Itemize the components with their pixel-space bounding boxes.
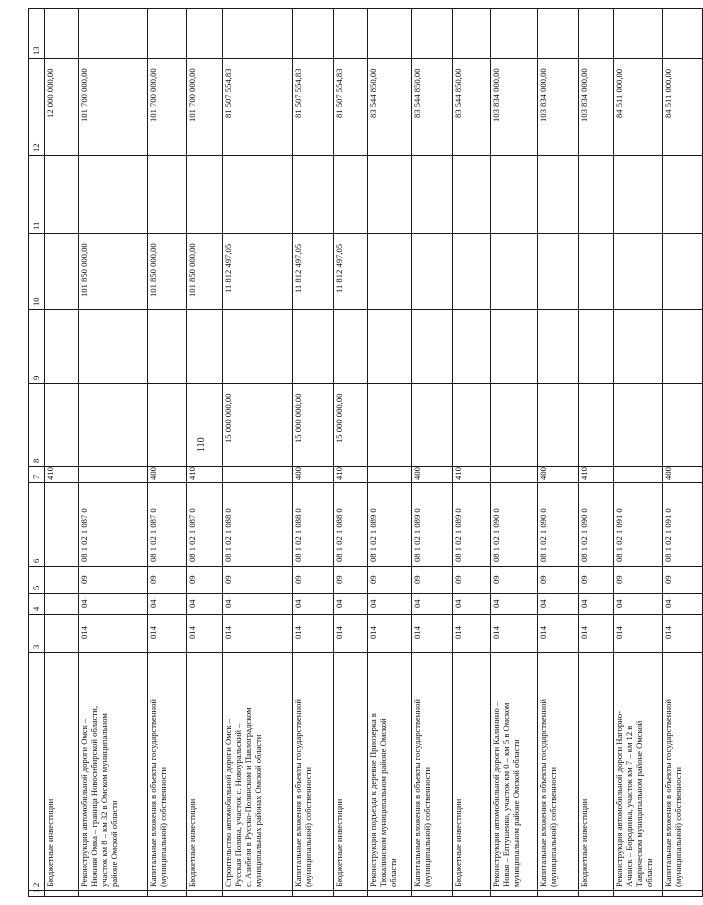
row-8-description-line: (муниципальной) собственности	[422, 767, 432, 887]
row-5-c3: 014	[293, 626, 303, 640]
row-1-amount-c10: 101 850 000,00	[79, 243, 89, 298]
column-separator	[28, 58, 702, 59]
row-5-amount-c12: 81 507 554,83	[293, 68, 303, 118]
row-8-c5: 09	[412, 575, 422, 584]
row-10-description-line: муниципальном районе Омской области	[511, 739, 521, 887]
row-11-c4: 04	[538, 599, 548, 608]
row-9-code: 08 1 02 1 089 0	[453, 508, 463, 562]
row-12-c5: 09	[579, 575, 589, 584]
row-7-c4: 04	[368, 599, 378, 608]
row-1-description-line: участок км 8 – км 32 в Омском муниципальном	[99, 713, 109, 887]
row-5-code: 08 1 02 1 088 0	[293, 508, 303, 562]
column-number-7: 7	[31, 474, 41, 479]
row-8-c3: 014	[412, 626, 422, 640]
row-13-description-line: области	[644, 858, 654, 887]
row-4-amount-c10: 11 812 497,05	[223, 243, 233, 293]
row-7-description-line: области	[388, 858, 398, 887]
row-5-c7: 400	[293, 467, 303, 481]
row-4-code: 08 1 02 1 088 0	[223, 508, 233, 562]
row-13-c4: 04	[614, 599, 624, 608]
row-11-c5: 09	[538, 575, 548, 584]
row-13-description-line: Таврическом муниципальном районе Омской	[634, 720, 644, 887]
column-separator	[28, 309, 702, 310]
row-3-amount-c12: 101 700 000,00	[187, 68, 197, 123]
row-12-code: 08 1 02 1 090 0	[579, 508, 589, 562]
row-3-c7: 410	[187, 467, 197, 481]
row-0-amount-c12: 12 000 000,00	[45, 68, 55, 118]
row-12-c3: 014	[579, 626, 589, 640]
row-11-c7: 400	[538, 467, 548, 481]
row-13-description-line: Ачинск – Бородинка, участок км 7 – км 12 в	[624, 725, 634, 887]
page-number: 110	[196, 437, 207, 452]
column-number-10: 10	[31, 297, 41, 306]
row-11-description-line: Капитальные вложения в объекты государственной	[538, 699, 548, 887]
column-number-3: 3	[31, 644, 41, 649]
row-10-code: 08 1 02 1 090 0	[491, 508, 501, 562]
row-9-c7: 410	[453, 467, 463, 481]
row-7-code: 08 1 02 1 089 0	[368, 508, 378, 562]
row-4-description-line: Строительство автомобильной дороги Омск –	[223, 718, 233, 887]
row-8-c4: 04	[412, 599, 422, 608]
row-4-amount-c12: 81 507 554,83	[223, 68, 233, 118]
row-3-amount-c10: 101 850 000,00	[187, 243, 197, 298]
row-4-description-line: с. Азибеля в Русско-Полянском и Павлоградском	[243, 707, 253, 887]
row-11-amount-c12: 103 834 000,00	[538, 68, 548, 123]
row-1-c5: 09	[79, 575, 89, 584]
row-14-c5: 09	[663, 575, 673, 584]
row-3-c4: 04	[187, 599, 197, 608]
row-2-description-line: Капитальные вложения в объекты государственной	[148, 699, 158, 887]
row-0-c7: 410	[45, 467, 55, 481]
row-4-amount-c8: 15 000 000,00	[223, 393, 233, 443]
row-2-c4: 04	[148, 599, 158, 608]
row-14-description-line: (муниципальной) собственности	[673, 767, 683, 887]
column-separator	[28, 155, 702, 156]
column-number-2: 2	[31, 882, 41, 887]
column-separator	[28, 566, 702, 567]
row-4-c5: 09	[223, 575, 233, 584]
column-number-9: 9	[31, 375, 41, 380]
table-border	[28, 8, 29, 896]
row-5-amount-c10: 11 812 497,05	[293, 243, 303, 293]
column-separator	[28, 482, 702, 483]
row-8-code: 08 1 02 1 089 0	[412, 508, 422, 562]
column-separator	[28, 614, 702, 615]
row-2-c5: 09	[148, 575, 158, 584]
row-7-c5: 09	[368, 575, 378, 584]
row-6-amount-c8: 15 000 000,00	[334, 393, 344, 443]
column-separator	[28, 652, 702, 653]
row-14-amount-c12: 84 511 000,00	[663, 68, 673, 118]
column-separator	[28, 466, 702, 467]
row-7-description-line: Тюкалинском муниципальном районе Омской	[378, 718, 388, 887]
row-13-amount-c12: 84 511 000,00	[614, 68, 624, 118]
row-3-c3: 014	[187, 626, 197, 640]
row-6-c5: 09	[334, 575, 344, 584]
column-number-4: 4	[31, 606, 41, 611]
row-14-c3: 014	[663, 626, 673, 640]
row-2-description-line: (муниципальной) собственности	[158, 767, 168, 887]
row-3-code: 08 1 02 1 087 0	[187, 508, 197, 562]
row-6-c4: 04	[334, 599, 344, 608]
row-separator	[333, 8, 334, 896]
row-8-description-line: Капитальные вложения в объекты государственной	[412, 699, 422, 887]
row-4-c3: 014	[223, 626, 233, 640]
row-9-c5: 09	[453, 575, 463, 584]
row-12-c4: 04	[579, 599, 589, 608]
row-2-amount-c12: 101 700 000,00	[148, 68, 158, 123]
row-2-amount-c10: 101 850 000,00	[148, 243, 158, 298]
row-10-c3: 014	[491, 626, 501, 640]
row-5-c4: 04	[293, 599, 303, 608]
row-8-amount-c12: 83 544 850,00	[412, 68, 422, 118]
row-9-c4: 04	[453, 599, 463, 608]
row-1-code: 08 1 02 1 087 0	[79, 508, 89, 562]
row-6-c3: 014	[334, 626, 344, 640]
row-10-amount-c12: 103 834 000,00	[491, 68, 501, 123]
column-number-6: 6	[31, 558, 41, 563]
row-1-description-line: Реконструкция автомобильной дороги Омск –	[79, 718, 89, 887]
row-7-description-line: Реконструкция подъезда к деревне Приозерка в	[368, 713, 378, 887]
row-5-description-line: Капитальные вложения в объекты государственной	[293, 699, 303, 887]
row-1-description-line: Нижняя Омка – граница Новосибирской области,	[89, 705, 99, 887]
row-separator	[578, 8, 579, 896]
row-14-code: 08 1 02 1 091 0	[663, 508, 673, 562]
row-1-description-line: районе Омской области	[109, 800, 119, 887]
row-6-code: 08 1 02 1 088 0	[334, 508, 344, 562]
row-separator	[44, 8, 45, 896]
row-separator	[452, 8, 453, 896]
row-6-c7: 410	[334, 467, 344, 481]
row-10-c4: 04	[491, 599, 501, 608]
row-0-description-line: Бюджетные инвестиции	[45, 798, 55, 887]
column-number-13: 13	[31, 46, 41, 55]
row-12-description-line: Бюджетные инвестиции	[579, 798, 589, 887]
row-13-description-line: Реконструкция автомобильной дороги Нагорно-	[614, 711, 624, 887]
row-7-amount-c12: 83 544 850,00	[368, 68, 378, 118]
row-2-c3: 014	[148, 626, 158, 640]
row-12-c7: 410	[579, 467, 589, 481]
row-5-c5: 09	[293, 575, 303, 584]
row-13-code: 08 1 02 1 091 0	[614, 508, 624, 562]
column-separator	[28, 383, 702, 384]
row-5-description-line: (муниципальной) собственности	[303, 767, 313, 887]
column-separator	[28, 890, 702, 891]
row-2-code: 08 1 02 1 087 0	[148, 508, 158, 562]
column-number-12: 12	[31, 143, 41, 152]
column-number-11: 11	[31, 221, 41, 230]
row-11-description-line: (муниципальной) собственности	[548, 767, 558, 887]
row-4-description-line: муниципальных районах Омской области	[253, 734, 263, 887]
row-9-c3: 014	[453, 626, 463, 640]
row-1-c4: 04	[79, 599, 89, 608]
column-number-5: 5	[31, 585, 41, 590]
row-14-description-line: Капитальные вложения в объекты государственной	[663, 699, 673, 887]
row-9-description-line: Бюджетные инвестиции	[453, 798, 463, 887]
row-5-amount-c8: 15 000 000,00	[293, 393, 303, 443]
row-14-c7: 400	[663, 467, 673, 481]
row-separator	[186, 8, 187, 896]
row-2-c7: 400	[148, 467, 158, 481]
row-14-c4: 04	[663, 599, 673, 608]
row-1-amount-c12: 101 700 000,00	[79, 68, 89, 123]
row-6-amount-c10: 11 812 497,05	[334, 243, 344, 293]
column-separator	[28, 233, 702, 234]
row-13-c5: 09	[614, 575, 624, 584]
row-9-amount-c12: 83 544 850,00	[453, 68, 463, 118]
row-13-c3: 014	[614, 626, 624, 640]
column-separator	[28, 593, 702, 594]
row-11-code: 08 1 02 1 090 0	[538, 508, 548, 562]
table-border	[28, 8, 702, 9]
row-10-c5: 09	[491, 575, 501, 584]
row-7-c3: 014	[368, 626, 378, 640]
row-12-amount-c12: 103 834 000,00	[579, 68, 589, 123]
row-8-c7: 400	[412, 467, 422, 481]
column-number-1: 1	[31, 888, 41, 893]
row-3-description-line: Бюджетные инвестиции	[187, 798, 197, 887]
row-4-c4: 04	[223, 599, 233, 608]
row-6-amount-c12: 81 507 554,83	[334, 68, 344, 118]
row-3-c5: 09	[187, 575, 197, 584]
row-10-description-line: Новая – Ептушенко, участок км 0 – км 5 в Омском	[501, 702, 511, 887]
row-11-c3: 014	[538, 626, 548, 640]
row-4-description-line: Русская Поляна, участок с. Новоуральский –	[233, 723, 243, 887]
row-1-c3: 014	[79, 626, 89, 640]
column-number-8: 8	[31, 458, 41, 463]
row-10-description-line: Реконструкция автомобильной дороги Калинино –	[491, 701, 501, 887]
table-border	[28, 896, 702, 897]
row-6-description-line: Бюджетные инвестиции	[334, 798, 344, 887]
